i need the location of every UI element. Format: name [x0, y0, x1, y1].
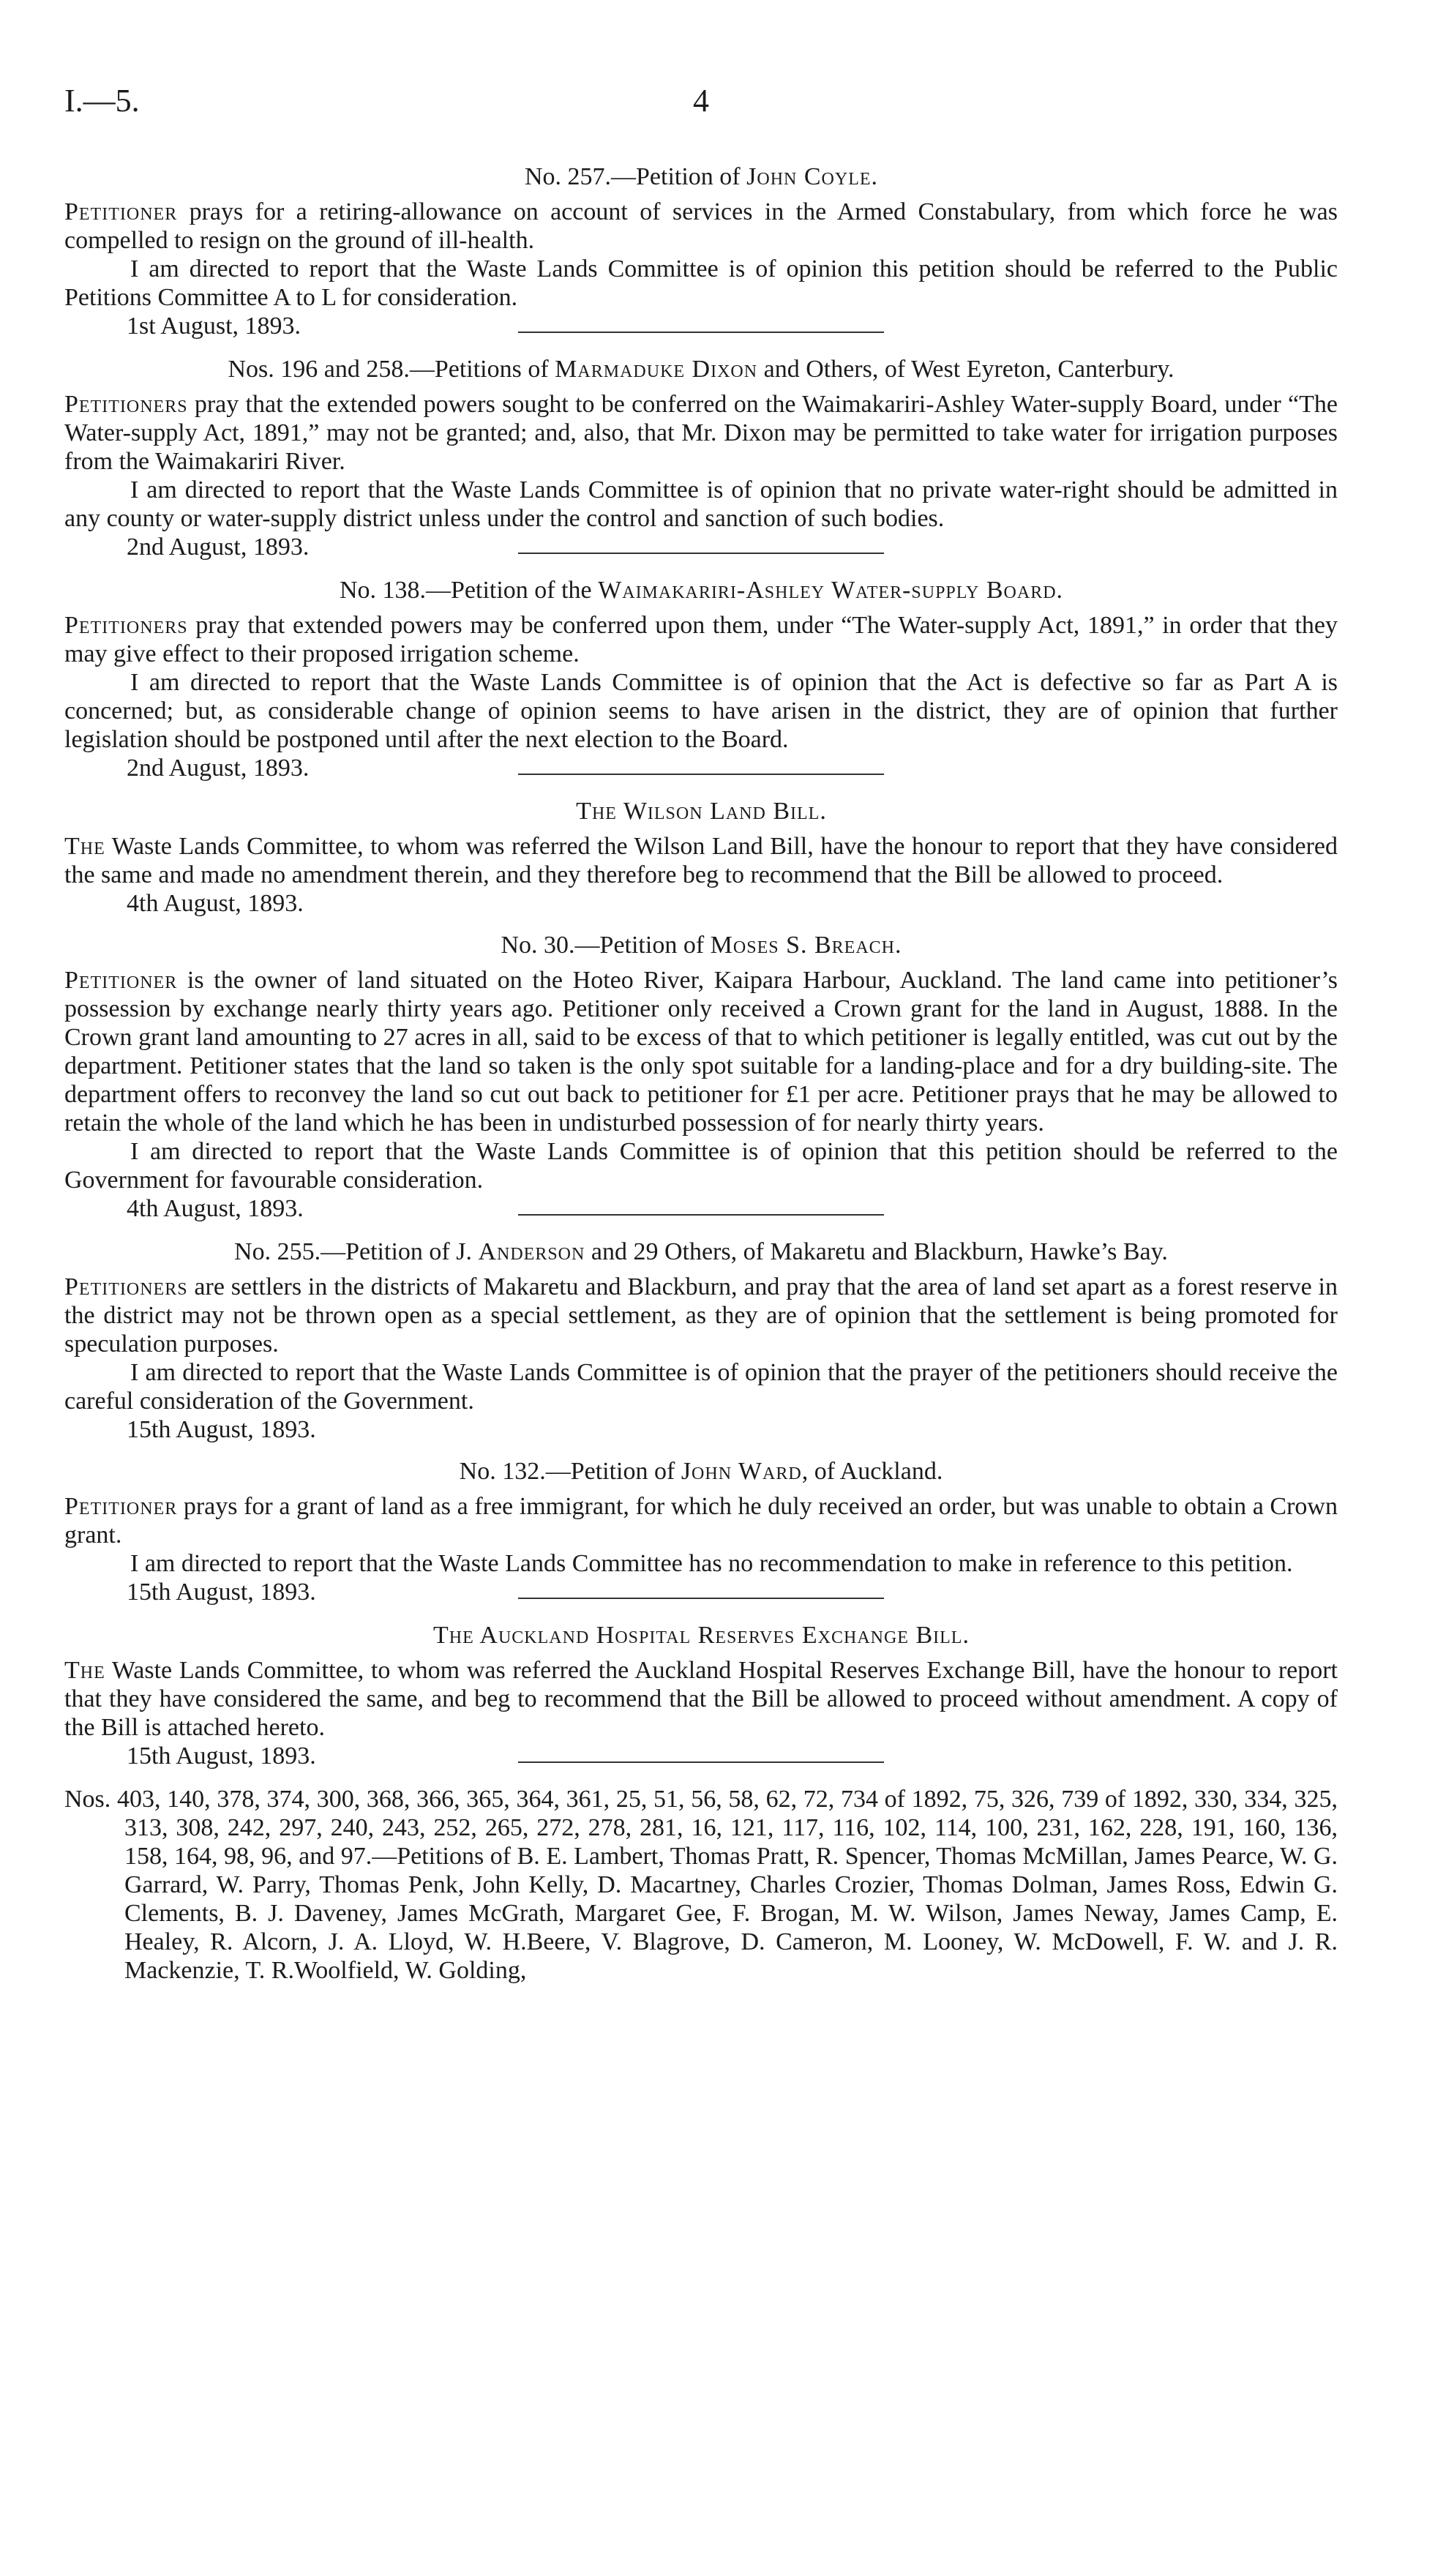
- petition-text: Petitioner prays for a retiring-allowance on account of services in the Armed Constabulary, from which force he was compelled to resign on the ground of ill-health.: [64, 198, 1338, 254]
- section-divider: [518, 1214, 884, 1216]
- petition-anderson: [64, 1238, 1338, 1444]
- section-heading: No. 30.—Petition of Moses S. Breach.: [501, 932, 902, 959]
- report-date: 4th August, 1893.: [127, 1195, 304, 1222]
- committee-report: I am directed to report that the Waste Lands Committee is of opinion that the Act is defective so far as Part A is concerned; but, as considerable change of opinion seems to have arisen in the district, they are of opinion that further legislation should be postponed until after the next election to the Board.: [64, 669, 1338, 753]
- section-divider: [518, 1761, 884, 1763]
- committee-report: I am directed to report that the Waste Lands Committee has no recommendation to make in reference to this petition.: [130, 1550, 1293, 1577]
- section-heading: Nos. 196 and 258.—Petitions of Marmaduke Dixon and Others, of West Eyreton, Canterbury.: [228, 356, 1174, 383]
- report-date: 2nd August, 1893.: [127, 533, 310, 561]
- petition-text: Petitioners pray that the extended powers sought to be conferred on the Waimakariri-Ashley Water-supply Board, under “The Water-supply Act, 1891,” may not be granted; and, also, that Mr. Dixon may be permitted to take water for irrigation purposes from the Waimakariri River.: [64, 391, 1338, 475]
- page-number: 4: [693, 83, 709, 119]
- petition-breach: [64, 931, 1338, 1224]
- report-date: 4th August, 1893.: [127, 890, 304, 917]
- petition-coyle: [64, 162, 1338, 342]
- paper-reference: I.—5.: [64, 83, 140, 119]
- petitions-list: [64, 1785, 1338, 1985]
- report-date: 1st August, 1893.: [127, 312, 301, 340]
- petition-waimakariri-board: [64, 576, 1338, 784]
- petition-text: Petitioner prays for a grant of land as a free immigrant, for which he duly received an order, but was unable to obtain a Crown grant.: [64, 1493, 1338, 1549]
- wilson-land-bill: [64, 797, 1338, 918]
- report-date: 2nd August, 1893.: [127, 755, 310, 782]
- petition-text: Petitioner is the owner of land situated on the Hoteo River, Kaipara Harbour, Auckland. The land came into petitioner’s possession by exchange nearly thirty years ago. Petitioner only received a Crown grant for the land in August, 1888. In the Crown grant land amounting to 27 acres in all, said to be excess of that to which petitioner is legally entitled, was cut out by the department. Petitioner states that the land so taken is the only spot suitable for a landing-place and for a dry building-site. The department offers to reconvey the land so cut out back to petitioner for £1 per acre. Petitioner prays that he may be allowed to retain the whole of the land which he has been in undisturbed possession of for nearly thirty years.: [64, 967, 1338, 1137]
- committee-report: The Waste Lands Committee, to whom was referred the Auckland Hospital Reserves Exchange Bill, have the honour to report that they have considered the same, and beg to recommend that the Bill be allowed to proceed without amendment. A copy of the Bill is attached hereto.: [64, 1657, 1338, 1741]
- section-heading: The Wilson Land Bill.: [576, 798, 826, 825]
- section-heading: No. 132.—Petition of John Ward, of Auckland.: [459, 1458, 943, 1485]
- section-heading: No. 138.—Petition of the Waimakariri-Ashley Water-supply Board.: [339, 577, 1063, 604]
- section-divider: [518, 1598, 884, 1599]
- auckland-hospital-bill: [64, 1621, 1338, 1772]
- committee-report: I am directed to report that the Waste Lands Committee is of opinion this petition should be referred to the Public Petitions Committee A to L for consideration.: [64, 255, 1338, 311]
- report-date: 15th August, 1893.: [127, 1579, 316, 1606]
- petition-dixon: [64, 355, 1338, 563]
- section-divider: [518, 553, 884, 554]
- section-heading: No. 257.—Petition of John Coyle.: [524, 163, 878, 190]
- petition-text: Petitioners are settlers in the districts of Makaretu and Blackburn, and pray that the area of land set apart as a forest reserve in the district may not be thrown open as a special settlement, as they are of opinion that the settlement is being promoted for speculation purposes.: [64, 1273, 1338, 1358]
- committee-report: The Waste Lands Committee, to whom was referred the Wilson Land Bill, have the honour to report that they have considered the same and made no amendment therein, and they therefore beg to recommend that the Bill be allowed to proceed.: [64, 833, 1338, 888]
- petition-text: Petitioners pray that extended powers may be conferred upon them, under “The Water-supply Act, 1891,” in order that they may give effect to their proposed irrigation scheme.: [64, 612, 1338, 667]
- committee-report: I am directed to report that the Waste Lands Committee is of opinion that this petition should be referred to the Government for favourable consideration.: [64, 1138, 1338, 1194]
- section-divider: [518, 332, 884, 333]
- page-header: [64, 82, 1338, 126]
- section-heading: No. 255.—Petition of J. Anderson and 29 Others, of Makaretu and Blackburn, Hawke’s Bay.: [234, 1238, 1168, 1265]
- committee-report: I am directed to report that the Waste Lands Committee is of opinion that no private water-right should be admitted in any county or water-supply district unless under the control and sanction of such bodies.: [64, 476, 1338, 532]
- section-heading: The Auckland Hospital Reserves Exchange Bill.: [433, 1622, 969, 1649]
- committee-report: I am directed to report that the Waste Lands Committee is of opinion that the prayer of the petitioners should receive the careful consideration of the Government.: [64, 1359, 1338, 1415]
- document-page: [64, 82, 1338, 1985]
- report-date: 15th August, 1893.: [127, 1742, 316, 1770]
- section-divider: [518, 774, 884, 775]
- petition-ward: [64, 1457, 1338, 1608]
- petitions-list-text: Nos. 403, 140, 378, 374, 300, 368, 366, 365, 364, 361, 25, 51, 56, 58, 62, 72, 734 of 1892, 75, 326, 739 of 1892, 330, 334, 325, 313, 308, 242, 297, 240, 243, 252, 265, 272, 278, 281, 16, 121, 117, 116, 102, 114, 100, 231, 162, 228, 191, 160, 136, 158, 164, 98, 96, and 97.—Petitions of B. E. Lambert, Thomas Pratt, R. Spencer, Thomas McMillan, James Pearce, W. G. Garrard, W. Parry, Thomas Penk, John Kelly, D. Macartney, Charles Crozier, Thomas Dolman, James Ross, Edwin G. Clements, B. J. Daveney, James McGrath, Margaret Gee, F. Brogan, M. W. Wilson, James Neway, James Camp, E. Healey, R. Alcorn, J. A. Lloyd, W. H.Beere, V. Blagrove, D. Cameron, M. Looney, W. McDowell, F. W. and J. R. Mackenzie, T. R.Woolfield, W. Golding,: [64, 1786, 1338, 1984]
- report-date: 15th August, 1893.: [127, 1416, 316, 1443]
